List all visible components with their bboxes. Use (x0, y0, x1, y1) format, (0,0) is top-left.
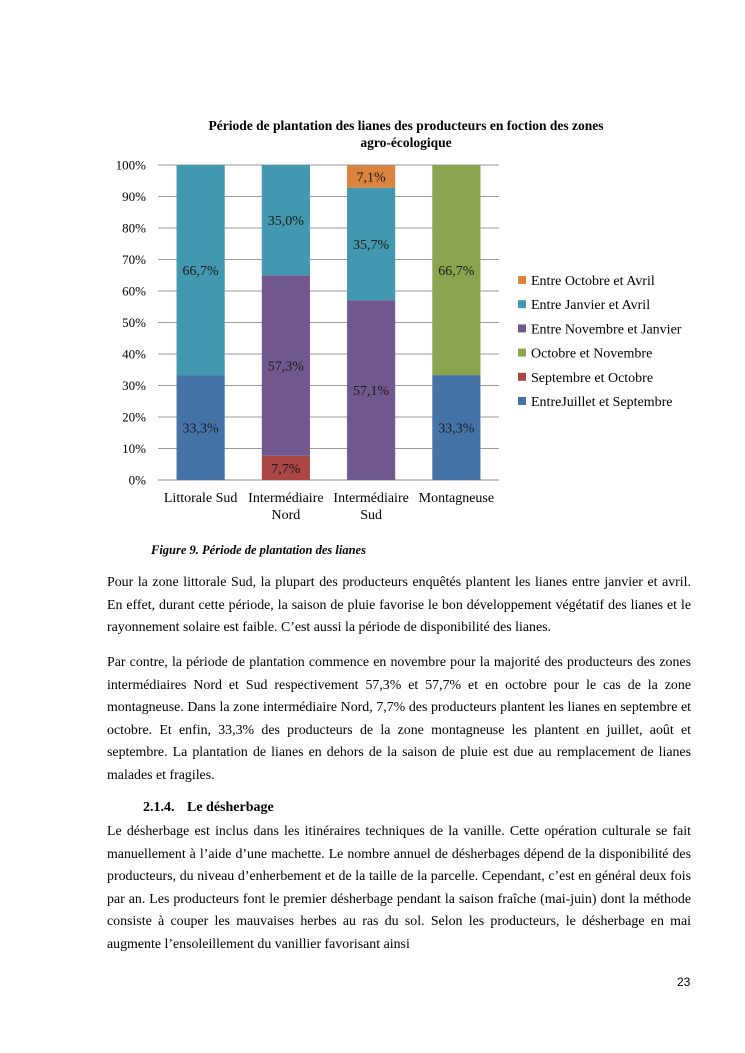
y-tick-label: 60% (122, 283, 146, 299)
data-label: 66,7% (182, 264, 219, 280)
x-axis-categories (164, 491, 494, 523)
page-number: 23 (677, 975, 691, 989)
legend-label: Entre Novembre et Janvier (531, 322, 682, 338)
section-number: 2.1.4. (143, 800, 175, 815)
data-label: 57,1% (353, 384, 390, 400)
data-label: 7,7% (271, 461, 301, 477)
data-label: 66,7% (438, 264, 475, 280)
data-label: 35,0% (267, 214, 304, 230)
paragraph-1: Pour la zone littorale Sud, la plupart des producteurs enquêtés plantent les lianes entre janvier et avril. En effet, durant cette période, la saison de pluie favorise le bon développement végétatif des lianes et le rayonnement solaire est faible. C’est aussi la période de disponibilité des lianes. (107, 575, 691, 635)
y-tick-label: 70% (122, 252, 146, 267)
paragraph-2: Par contre, la période de plantation commence en novembre pour la majorité des producteurs des zones intermédiaires Nord et Sud respectivement 57,3% et 57,7% et en octobre pour le cas de la zone montagneuse. Dans la zone intermédiaire Nord, 7,7% des producteurs plantent les lianes en septembre et octobre. Et enfin, 33,3% des producteurs de la zone montagneuse les plantent en juillet, août et septembre. La plantation de lianes en dehors de la saison de pluie est due au remplacement de lianes malades et fragiles. (107, 655, 691, 783)
data-label: 33,3% (182, 421, 219, 437)
legend-label: Entre Janvier et Avril (531, 298, 651, 314)
x-category-label: Intermédiaire (248, 491, 324, 506)
paragraph-3: Le désherbage est inclus dans les itinéraires techniques de la vanille. Cette opération culturale se fait manuellement à l’aide d’une machette. Le nombre annuel de désherbages dépend de la disponibilité des producteurs, du niveau d’enherbement et de la taille de la parcelle. Cependant, c’est en général deux fois par an. Les producteurs font le premier désherbage pendant la saison fraîche (mai-juin) dont la méthode consiste à couper les mauvaises herbes au ras du sol. Selon les producteurs, le désherbage en mai augmente l’ensoleillement du vanillier favorisant ainsi (107, 824, 691, 952)
y-tick-label: 100% (115, 157, 146, 173)
chart-title-line: Période de plantation des lianes des producteurs en foction des zones (208, 118, 604, 133)
x-category-label: Sud (360, 508, 383, 523)
y-tick-label: 80% (122, 220, 146, 236)
y-axis-ticks (116, 158, 147, 488)
section-heading (143, 800, 274, 816)
legend-label: Octobre et Novembre (531, 346, 653, 362)
y-tick-label: 50% (122, 315, 146, 330)
legend-swatch (518, 349, 526, 357)
x-category-label: Montagneuse (418, 491, 495, 506)
chart-legend (518, 274, 682, 410)
y-tick-label: 30% (122, 378, 146, 393)
legend-label: Septembre et Octobre (531, 370, 654, 386)
legend-swatch (518, 373, 526, 381)
y-tick-label: 40% (122, 346, 146, 362)
chart-data-labels (183, 170, 475, 476)
section-title: Le désherbage (187, 800, 274, 815)
figure-caption: Figure 9. Période de plantation des lianes (151, 543, 366, 557)
y-tick-label: 0% (128, 472, 146, 488)
y-tick-label: 20% (122, 409, 146, 425)
x-category-label: Nord (271, 508, 301, 523)
data-label: 57,3% (267, 359, 304, 375)
y-tick-label: 10% (122, 441, 146, 456)
x-category-label: Intermédiaire (333, 491, 409, 506)
legend-label: EntreJuillet et Septembre (531, 395, 673, 410)
chart-title (208, 118, 603, 150)
data-label: 7,1% (356, 170, 386, 186)
legend-label: Entre Octobre et Avril (531, 274, 655, 289)
y-tick-label: 90% (122, 189, 146, 204)
x-category-label: Littorale Sud (163, 491, 238, 506)
legend-swatch (518, 324, 526, 332)
data-label: 33,3% (438, 421, 475, 437)
legend-swatch (518, 276, 526, 284)
legend-swatch (518, 397, 526, 405)
legend-swatch (518, 300, 526, 308)
chart-title-line: agro-écologique (360, 135, 452, 150)
data-label: 35,7% (353, 237, 390, 253)
